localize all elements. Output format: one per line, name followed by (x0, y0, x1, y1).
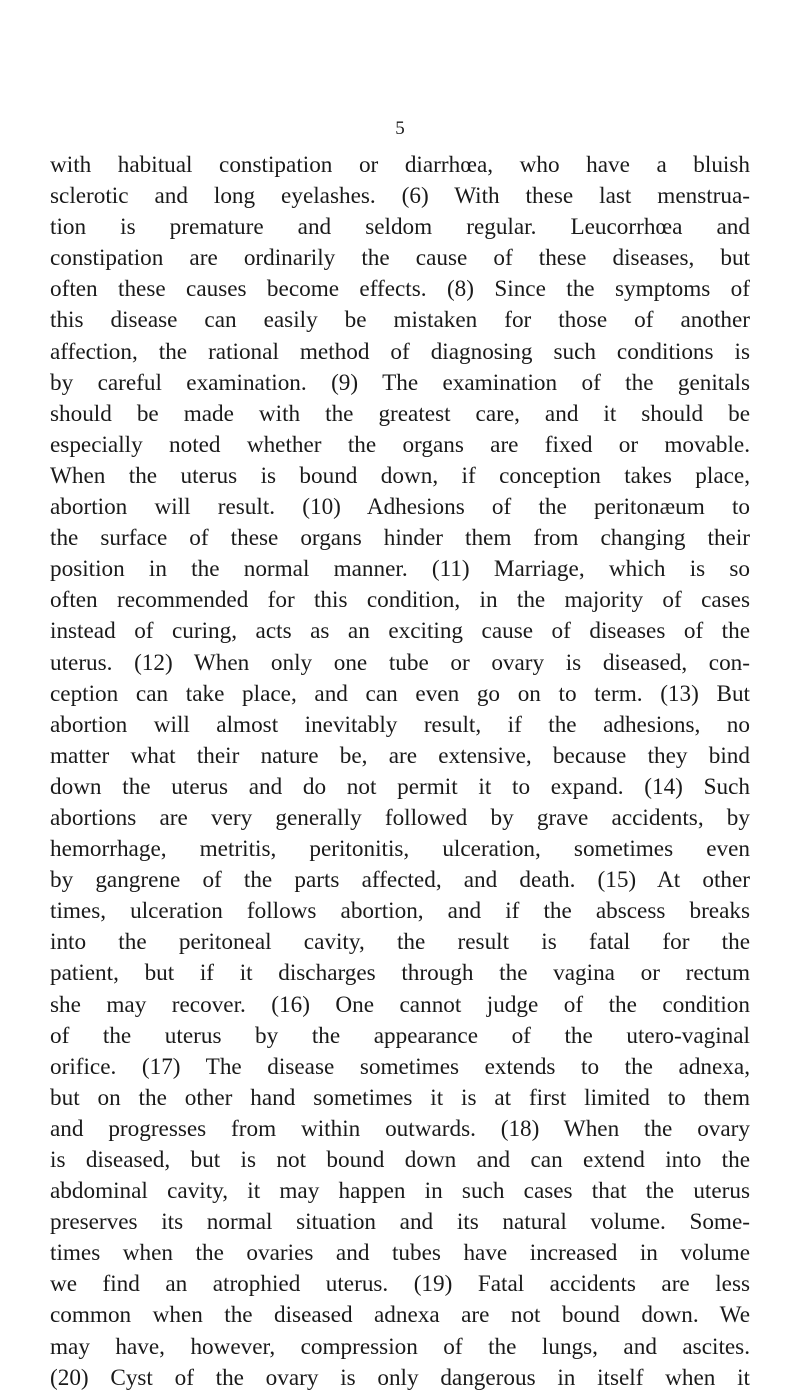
text-line: with habitual constipation or diarrhœa, who have a bluish (50, 152, 750, 178)
text-line: may have, however, compression of the lungs, and ascites. (50, 1333, 750, 1360)
text-line: abortion will almost inevitably result, if the adhesions, no (50, 711, 750, 738)
text-line: especially noted whether the organs are fixed or movable. (50, 431, 750, 458)
text-line: down the uterus and do not permit it to expand. (14) Such (50, 773, 750, 800)
text-line: abortions are very generally followed by grave accidents, by (50, 804, 750, 831)
text-line: is diseased, but is not bound down and can extend into the (50, 1147, 750, 1173)
body-text (50, 150, 750, 1394)
text-line: position in the normal manner. (11) Marriage, which is so (50, 556, 750, 583)
text-line: instead of curing, acts as an exciting cause of diseases of the (50, 618, 750, 645)
text-line: abdominal cavity, it may happen in such cases that the uterus (50, 1178, 750, 1205)
text-line: When the uterus is bound down, if conception takes place, (50, 462, 750, 489)
text-line: she may recover. (16) One cannot judge of the condition (50, 991, 750, 1018)
text-line: of the uterus by the appearance of the utero-vaginal (50, 1022, 750, 1049)
text-line: times, ulceration follows abortion, and if the abscess breaks (50, 898, 750, 925)
text-line: the surface of these organs hinder them from changing their (50, 525, 750, 552)
text-line: orifice. (17) The disease sometimes extends to the adnexa, (50, 1053, 750, 1080)
text-line: often these causes become effects. (8) Since the symptoms of (50, 276, 750, 303)
text-line: sclerotic and long eyelashes. (6) With these last menstrua- (50, 183, 750, 210)
text-line: matter what their nature be, are extensive, because they bind (50, 742, 750, 769)
text-line: abortion will result. (10) Adhesions of the peritonæum to (50, 494, 750, 521)
text-line: by careful examination. (9) The examination of the genitals (50, 369, 750, 396)
text-line: and progresses from within outwards. (18) When the ovary (50, 1115, 750, 1142)
text-line: times when the ovaries and tubes have increased in volume (50, 1240, 750, 1267)
text-line: constipation are ordinarily the cause of these diseases, but (50, 245, 750, 272)
text-line: hemorrhage, metritis, peritonitis, ulceration, sometimes even (50, 836, 750, 863)
text-line: often recommended for this condition, in the majority of cases (50, 587, 750, 614)
page-number: 5 (395, 118, 405, 139)
text-line: common when the diseased adnexa are not bound down. We (50, 1302, 750, 1329)
text-line: (20) Cyst of the ovary is only dangerous in itself when it (50, 1364, 750, 1391)
text-line: affection, the rational method of diagnosing such conditions is (50, 338, 750, 365)
text-line: into the peritoneal cavity, the result is fatal for the (50, 929, 750, 956)
text-line: but on the other hand sometimes it is at first limited to them (50, 1084, 750, 1111)
text-line: uterus. (12) When only one tube or ovary is diseased, con- (50, 649, 750, 676)
text-line: preserves its normal situation and its natural volume. Some- (50, 1209, 750, 1236)
text-line: patient, but if it discharges through the vagina or rectum (50, 960, 750, 987)
text-line: ception can take place, and can even go on to term. (13) But (50, 680, 750, 707)
text-line: by gangrene of the parts affected, and death. (15) At other (50, 867, 750, 894)
text-line: tion is premature and seldom regular. Leucorrhœa and (50, 214, 750, 241)
text-line: we find an atrophied uterus. (19) Fatal accidents are less (50, 1271, 750, 1298)
text-line: should be made with the greatest care, and it should be (50, 400, 750, 427)
text-line: this disease can easily be mistaken for those of another (50, 307, 750, 334)
